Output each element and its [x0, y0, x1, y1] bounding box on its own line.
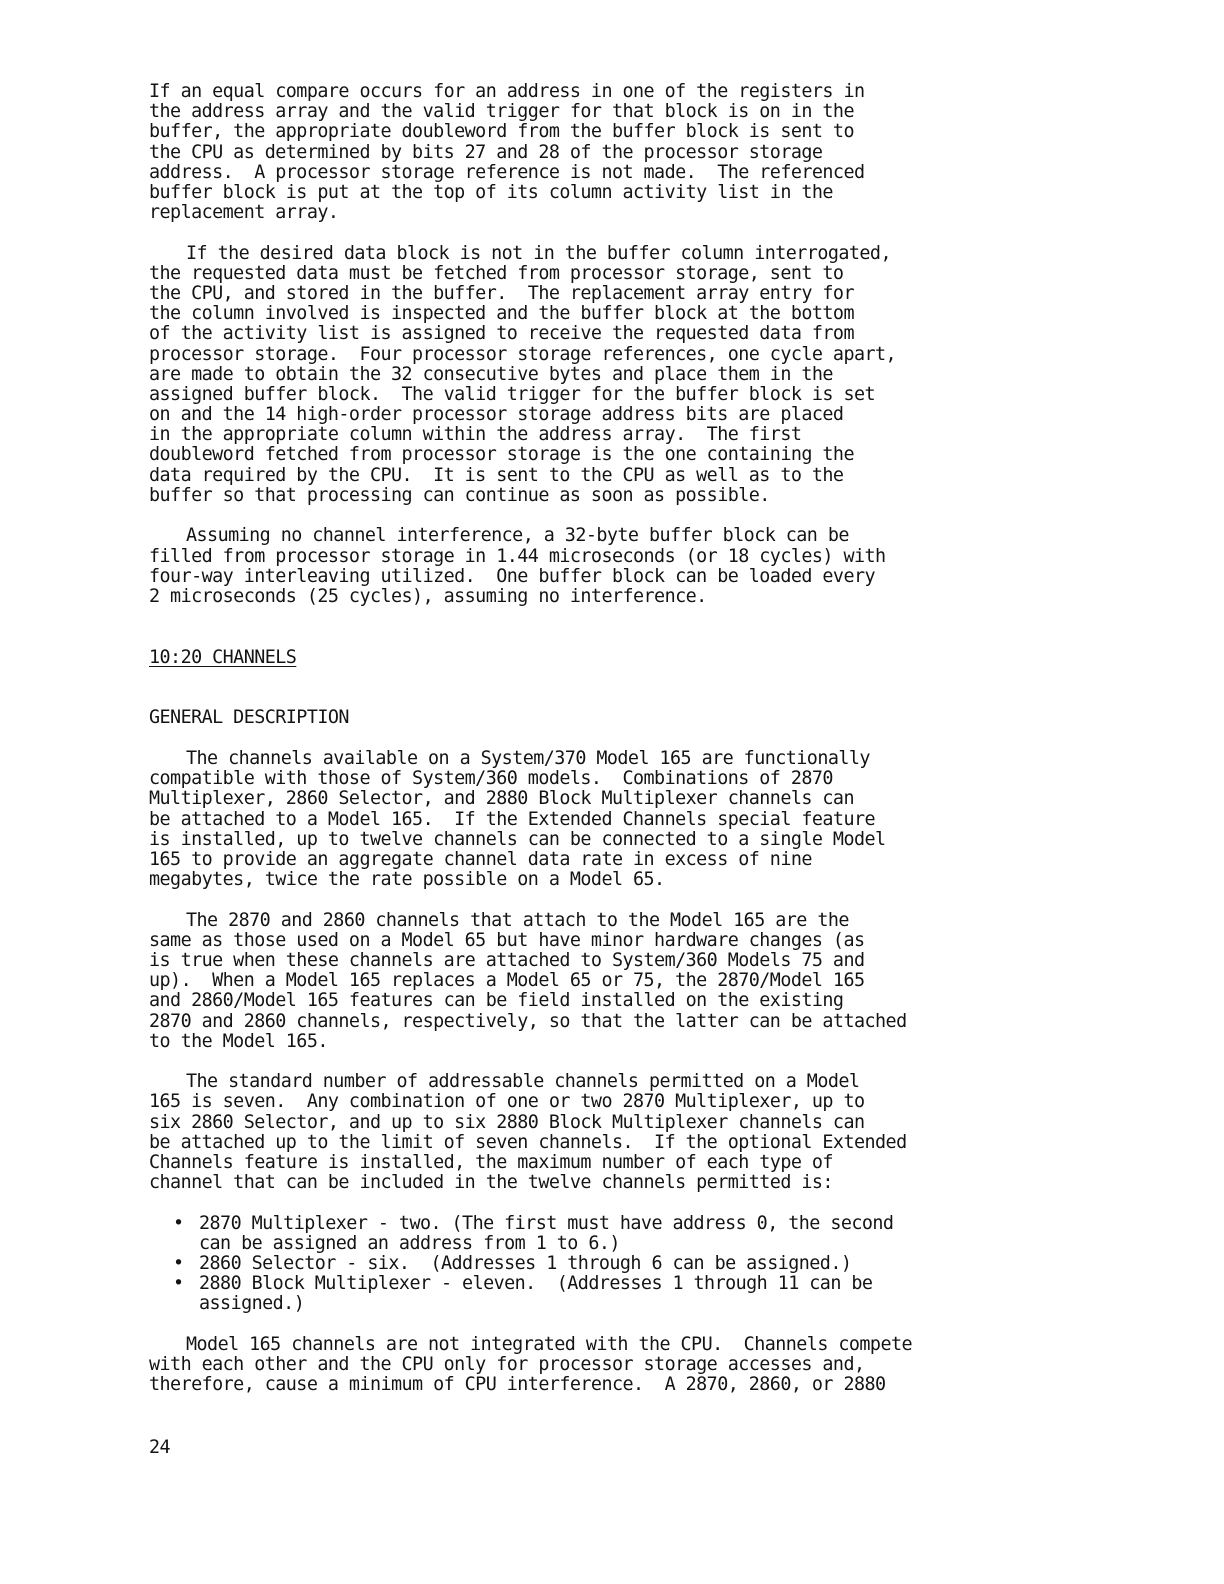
text-line: the requested data must be fetched from processor storage, sent to	[149, 262, 844, 284]
text-line: buffer block is put at the top of its column activity list in the	[149, 181, 833, 203]
text-line: buffer, the appropriate doubleword from the buffer block is sent to	[149, 121, 854, 143]
channel-limits-list	[149, 1214, 1149, 1315]
paragraph-channel-count	[149, 1072, 1149, 1193]
text-line: Model 165 channels are not integrated with the CPU. Channels compete	[186, 1333, 913, 1355]
bullet-icon: •	[173, 1273, 185, 1295]
list-item	[149, 1214, 1149, 1254]
paragraph-buffer-timing	[149, 526, 1149, 607]
text-line: six 2860 Selector, and up to six 2880 Block Multiplexer channels can	[149, 1111, 865, 1133]
text-line: on and the 14 high-order processor storage address bits are placed	[149, 404, 844, 426]
text-line: 2870 and 2860 channels, respectively, so that the latter can be attached	[149, 1010, 907, 1032]
text-line: of the activity list is assigned to receive the requested data from	[149, 323, 854, 345]
text-line: data required by the CPU. It is sent to the CPU as well as to the	[149, 464, 844, 486]
text-line: 2 microseconds (25 cycles), assuming no interference.	[149, 585, 707, 607]
section-heading-wrapper	[149, 648, 1149, 668]
page-number: 24	[149, 1437, 171, 1458]
text-line: be attached to a Model 165. If the Extended Channels special feature	[149, 808, 876, 830]
text-line: same as those used on a Model 65 but have minor hardware changes (as	[149, 929, 865, 951]
text-line: address. A processor storage reference is not made. The referenced	[149, 161, 865, 183]
text-line: filled from processor storage in 1.44 microseconds (or 18 cycles) with	[149, 545, 886, 567]
paragraph-channel-integration	[149, 1335, 1149, 1396]
text-line: to the Model 165.	[149, 1030, 328, 1052]
text-line: in the appropriate column within the address array. The first	[149, 424, 802, 446]
text-line: the address array and the valid trigger for that block is on in the	[149, 101, 854, 123]
text-line: megabytes, twice the rate possible on a Model 65.	[149, 869, 665, 891]
paragraph-block-fetch	[149, 244, 1149, 506]
subheading-wrapper	[149, 708, 1149, 728]
text-line: 165 to provide an aggregate channel data rate in excess of nine	[149, 848, 812, 870]
subheading: GENERAL DESCRIPTION	[149, 707, 349, 729]
document-page	[149, 82, 1149, 1416]
text-line: the CPU, and stored in the buffer. The replacement array entry for	[149, 282, 854, 304]
text-line: The channels available on a System/370 Model 165 are functionally	[186, 747, 870, 769]
text-line: up). When a Model 165 replaces a Model 65 or 75, the 2870/Model 165	[149, 970, 865, 992]
text-line: channel that can be included in the twelve channels permitted is:	[149, 1172, 833, 1194]
section-heading: 10:20 CHANNELS	[149, 646, 297, 668]
text-line: The 2870 and 2860 channels that attach to the Model 165 are the	[186, 909, 849, 931]
text-line: processor storage. Four processor storage references, one cycle apart,	[149, 343, 897, 365]
spacer	[149, 688, 1149, 708]
paragraph-address-compare	[149, 82, 1149, 223]
list-item	[149, 1274, 1149, 1314]
text-line: are made to obtain the 32 consecutive bytes and place them in the	[149, 363, 833, 385]
text-line: If the desired data block is not in the buffer column interrogated,	[186, 242, 891, 264]
text-line: Multiplexer, 2860 Selector, and 2880 Block Multiplexer channels can	[149, 788, 854, 810]
text-line: therefore, cause a minimum of CPU interference. A 2870, 2860, or 2880	[149, 1374, 886, 1396]
text-line: is installed, up to twelve channels can be connected to a single Model	[149, 828, 886, 850]
text-line: the CPU as determined by bits 27 and 28 of the processor storage	[149, 141, 823, 163]
text-line: Channels feature is installed, the maximum number of each type of	[149, 1151, 833, 1173]
text-line: the column involved is inspected and the buffer block at the bottom	[149, 303, 854, 325]
text-line: The standard number of addressable channels permitted on a Model	[186, 1071, 860, 1093]
text-line: be attached up to the limit of seven channels. If the optional Extended	[149, 1131, 907, 1153]
text-line: assigned buffer block. The valid trigger for the buffer block is set	[149, 383, 876, 405]
text-line: with each other and the CPU only for processor storage accesses and,	[149, 1354, 865, 1376]
text-line: can be assigned an address from 1 to 6.)	[199, 1232, 620, 1254]
text-line: doubleword fetched from processor storage is the one containing the	[149, 444, 854, 466]
text-line: assigned.)	[199, 1293, 305, 1315]
paragraph-channel-hardware	[149, 911, 1149, 1052]
text-line: four-way interleaving utilized. One buffer block can be loaded every	[149, 565, 876, 587]
text-line: If an equal compare occurs for an address in one of the registers in	[149, 81, 865, 102]
text-line: and 2860/Model 165 features can be field installed on the existing	[149, 990, 844, 1012]
bullet-icon: •	[173, 1212, 185, 1234]
text-line: buffer so that processing can continue as soon as possible.	[149, 484, 770, 506]
text-line: replacement array.	[149, 202, 339, 224]
list-item	[149, 1254, 1149, 1274]
text-line: 2870 Multiplexer - two. (The first must have address 0, the second	[199, 1212, 894, 1234]
text-line: Assuming no channel interference, a 32-byte buffer block can be	[186, 525, 849, 547]
text-line: 2860 Selector - six. (Addresses 1 through 6 can be assigned.)	[199, 1253, 852, 1274]
text-line: is true when these channels are attached to System/360 Models 75 and	[149, 949, 865, 971]
text-line: 2880 Block Multiplexer - eleven. (Addresses 1 through 11 can be	[199, 1273, 873, 1295]
text-line: 165 is seven. Any combination of one or two 2870 Multiplexer, up to	[149, 1091, 865, 1113]
text-line: compatible with those of System/360 models. Combinations of 2870	[149, 768, 833, 790]
paragraph-channels-overview	[149, 749, 1149, 890]
spacer	[149, 627, 1149, 647]
bullet-icon: •	[173, 1253, 185, 1274]
